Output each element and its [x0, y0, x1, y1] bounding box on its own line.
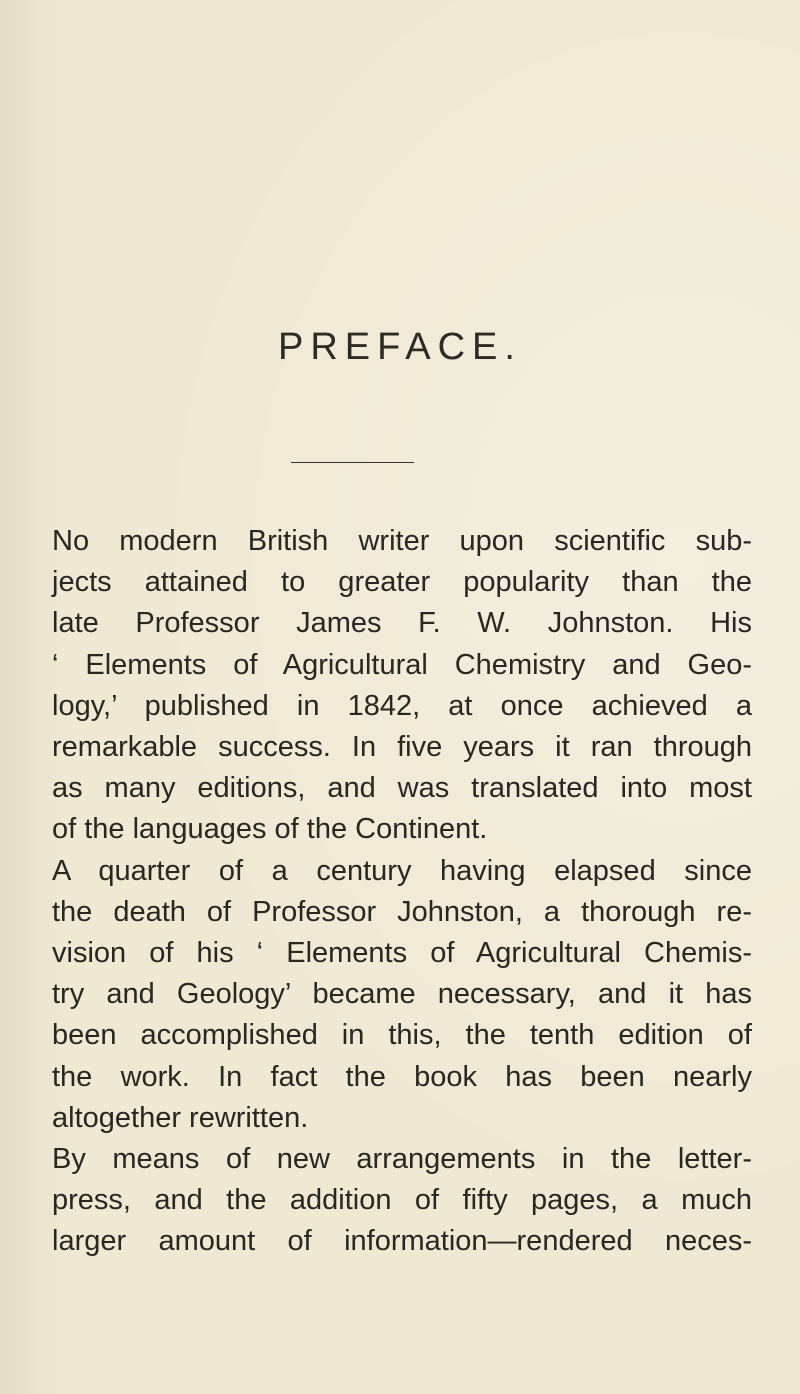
text-line: A quarter of a century having elapsed since [52, 854, 752, 887]
text-line: try and Geology’ became necessary, and it has [52, 978, 752, 1011]
text-line: vision of his ‘ Elements of Agricultural Chemis- [52, 937, 752, 970]
text-line: as many editions, and was translated into most [52, 772, 752, 805]
text-line: larger amount of information—rendered neces- [52, 1225, 752, 1258]
page-title: PREFACE. [278, 326, 522, 368]
title-rule [291, 462, 414, 463]
text-line: By means of new arrangements in the letter- [52, 1143, 752, 1176]
text-line: the work. In fact the book has been nearly [52, 1060, 752, 1093]
text-line: jects attained to greater popularity than the [52, 566, 752, 599]
text-line: ‘ Elements of Agricultural Chemistry and Geo- [52, 648, 752, 681]
text-line: been accomplished in this, the tenth edition of [52, 1019, 752, 1052]
preface-text [52, 521, 752, 1263]
text-line: the death of Professor Johnston, a thorough re- [52, 895, 752, 928]
text-line: late Professor James F. W. Johnston. His [52, 607, 752, 640]
text-line: press, and the addition of fifty pages, a much [52, 1184, 752, 1217]
text-line: remarkable success. In five years it ran through [52, 731, 752, 764]
text-line: No modern British writer upon scientific sub- [52, 525, 752, 557]
text-line: logy,’ published in 1842, at once achieved a [52, 689, 752, 722]
text-line: altogether rewritten. [52, 1101, 309, 1134]
text-line: of the languages of the Continent. [52, 813, 488, 846]
